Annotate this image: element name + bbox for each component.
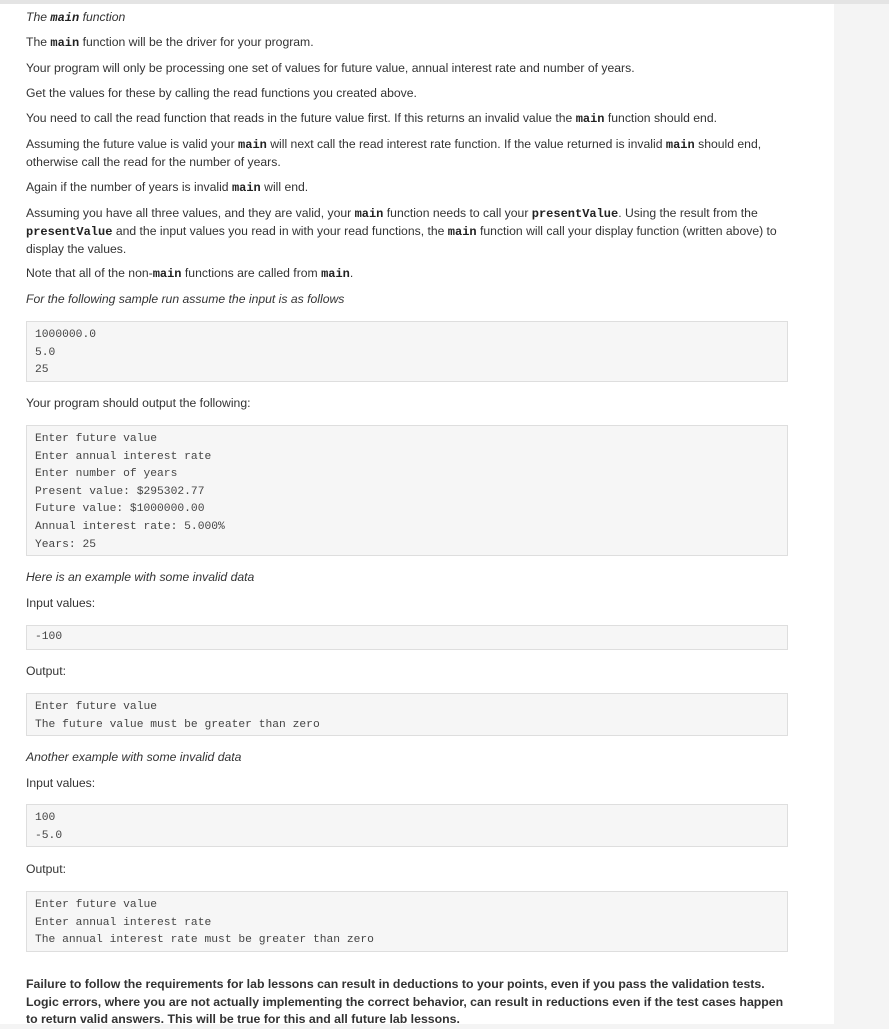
paragraph-invalid-example: Here is an example with some invalid data	[26, 570, 255, 584]
paragraph-get-values: Get the values for these by calling the read functions you created above.	[26, 86, 417, 100]
paragraph-another-example: Another example with some invalid data	[26, 750, 242, 764]
invalid2-input-block	[26, 804, 788, 847]
sample-input-block	[26, 321, 788, 382]
code-line: -5.0	[35, 829, 63, 842]
code-line: Years: 25	[35, 538, 97, 551]
code-line: 25	[35, 364, 49, 377]
paragraph-driver: The main function will be the driver for your program.	[26, 35, 314, 50]
section-heading: The main function	[26, 10, 126, 25]
code-line: 5.0	[35, 346, 56, 359]
code-line: Enter annual interest rate	[35, 916, 212, 929]
paragraph-output-intro: Your program should output the following:	[26, 396, 251, 410]
sample-output-block	[26, 425, 788, 556]
paragraph-read-rate: Assuming the future value is valid your main will next call the read interest rate function. If the value returned is invalid main should end, otherwise call the read for the number of years.	[26, 137, 762, 169]
paragraph-non-main: Note that all of the non-main functions are called from main.	[26, 266, 354, 281]
label-input-values: Input values:	[26, 596, 96, 610]
label-input-values-2: Input values:	[26, 776, 96, 790]
lab-content	[0, 4, 834, 1027]
right-gutter	[834, 4, 889, 1024]
code-line: Enter future value	[35, 701, 158, 713]
label-output: Output:	[26, 664, 66, 678]
paragraph-present-value: Assuming you have all three values, and they are valid, your main function needs to call your presentValue. Using the result from the presentValue and the input values you read in with your read functions, the main function will call your display function (written above) to display the values.	[26, 206, 777, 256]
code-line: 1000000.0	[35, 329, 97, 341]
code-line: Enter future value	[35, 899, 158, 911]
code-line: Enter number of years	[35, 468, 178, 481]
paragraph-years: Again if the number of years is invalid main will end.	[26, 180, 309, 195]
paragraph-sample-intro: For the following sample run assume the input is as follows	[26, 292, 345, 306]
label-output-2: Output:	[26, 862, 66, 876]
code-line: Annual interest rate: 5.000%	[35, 520, 225, 533]
paragraph-one-set: Your program will only be processing one set of values for future value, annual interest rate and number of years.	[26, 61, 635, 75]
code-line: The future value must be greater than zero	[35, 718, 320, 731]
warning-note: Failure to follow the requirements for lab lessons can result in deductions to your points, even if you pass the validation tests. Logic errors, where you are not actually implementing the correct behavior, can result in reductions even if the test cases happen to return valid answers. This will be true for this and all future lab lessons.	[26, 977, 784, 1027]
invalid1-input-block	[26, 625, 788, 650]
code-line: Enter annual interest rate	[35, 450, 212, 463]
invalid2-output-block	[26, 891, 788, 952]
code-line: Future value: $1000000.00	[35, 503, 205, 516]
code-line: -100	[35, 631, 63, 643]
invalid1-output-block	[26, 693, 788, 736]
paragraph-read-future: You need to call the read function that reads in the future value first. If this returns an invalid value the main function should end.	[26, 111, 717, 126]
code-line: The annual interest rate must be greater than zero	[35, 934, 374, 947]
code-line: Present value: $295302.77	[35, 485, 205, 498]
code-line: 100	[35, 812, 56, 824]
code-line: Enter future value	[35, 433, 158, 445]
